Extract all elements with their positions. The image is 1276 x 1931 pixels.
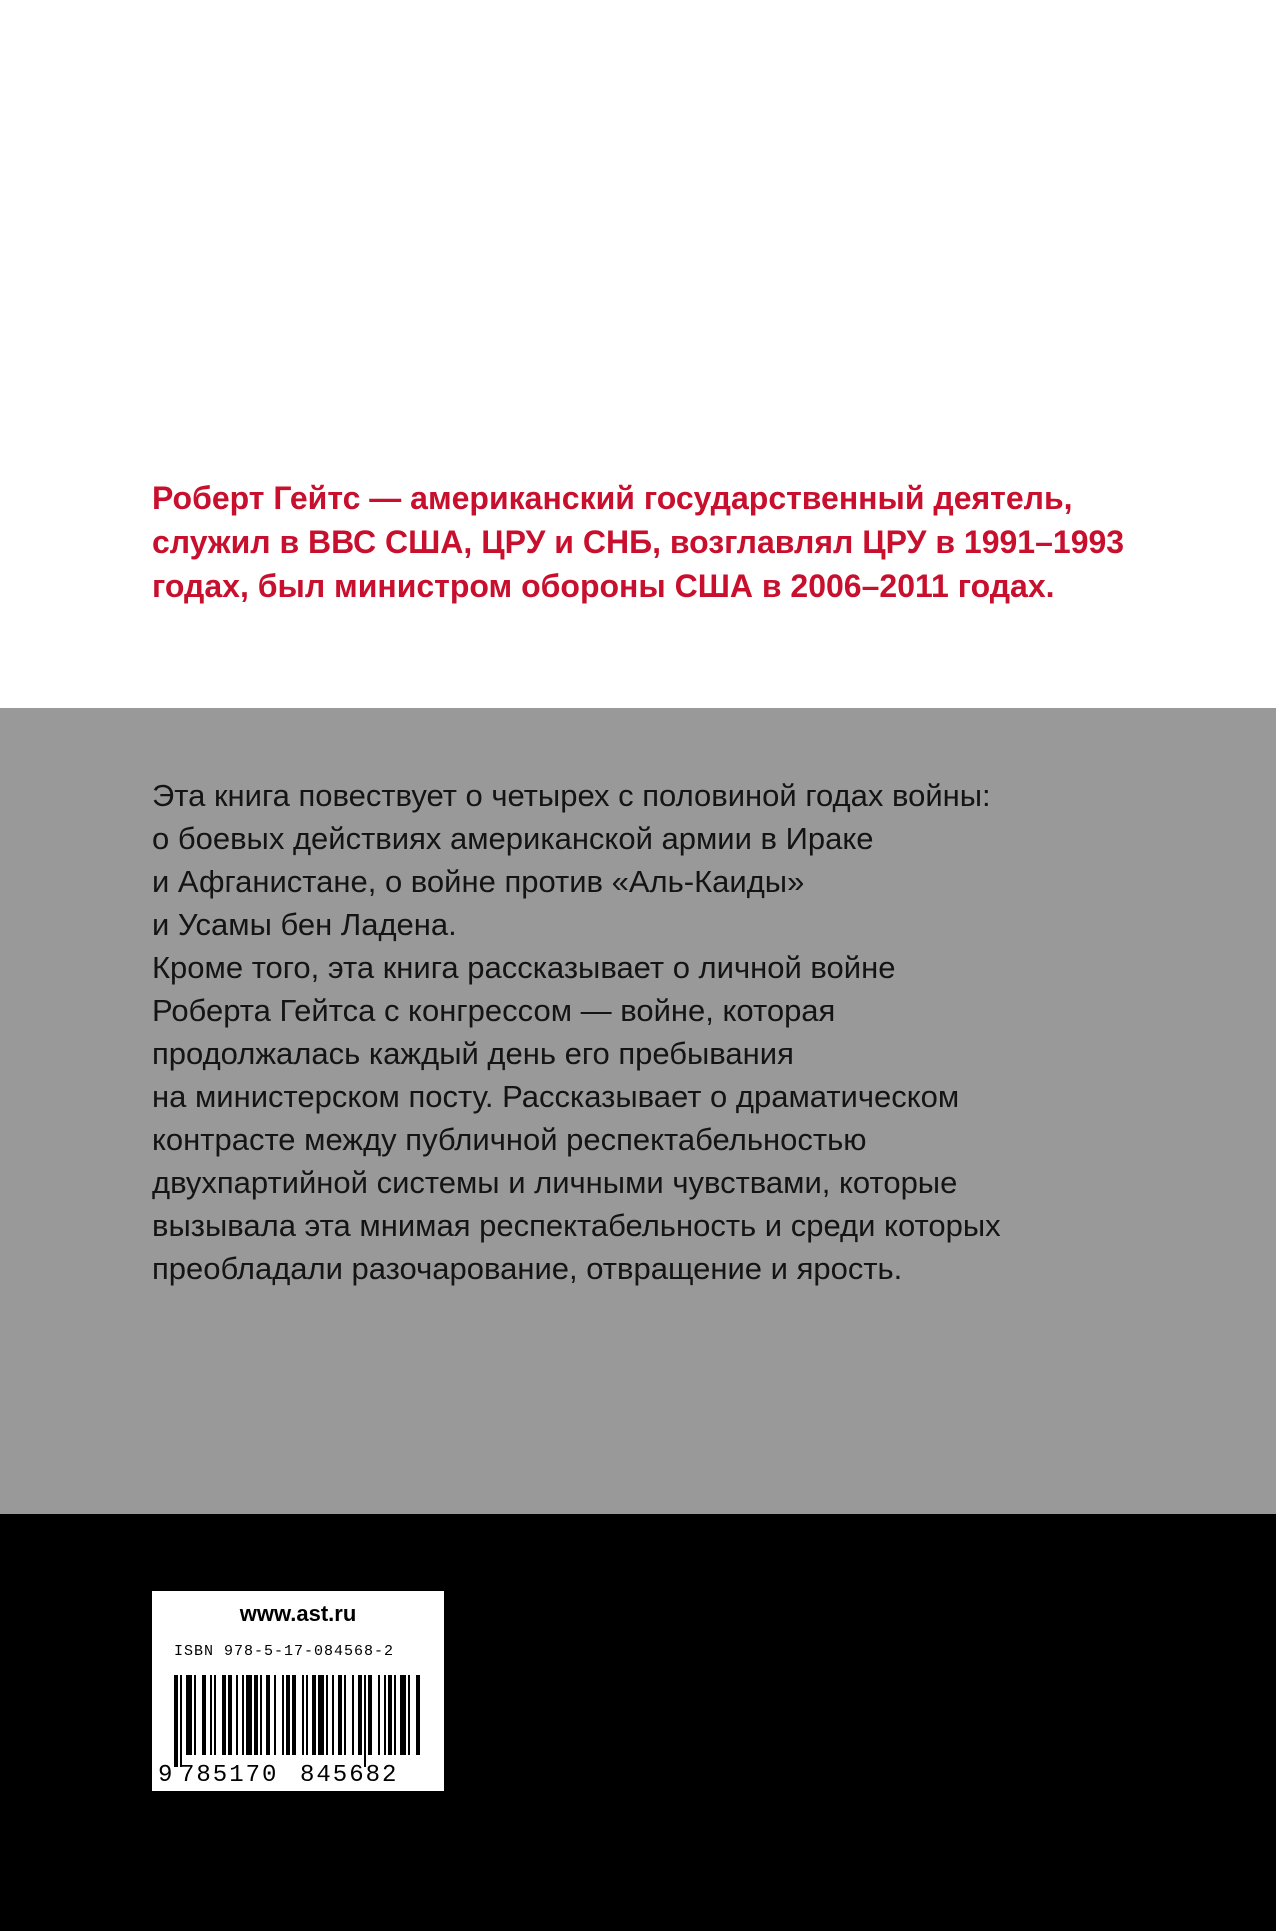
description-line: на министерском посту. Рассказывает о драматическом [152,1079,960,1114]
description-line: преобладали разочарование, отвращение и ярость. [152,1251,903,1286]
barcode-bar [202,1675,206,1755]
publisher-website: www.ast.ru [239,1601,357,1626]
top-white-section [0,0,1276,708]
barcode-bar [302,1675,304,1755]
author-bio-line: Роберт Гейтс — американский государственный деятель, [152,480,1073,516]
description-line: Кроме того, эта книга рассказывает о личной войне [152,950,896,985]
barcode-bar [408,1675,410,1755]
barcode-bar [222,1675,226,1755]
barcode-bar [236,1675,238,1755]
barcode-bar [400,1675,406,1755]
barcode-bar [344,1675,346,1755]
barcode-bar [286,1675,290,1755]
description-line: вызывала эта мнимая респектабельность и среди которых [152,1208,1001,1243]
barcode-bar [326,1675,328,1755]
barcode-bar [388,1675,392,1755]
barcode-digits-left: 785170 [180,1762,279,1789]
description-line: контрасте между публичной респектабельностью [152,1122,867,1157]
isbn-text: ISBN 978-5-17-084568-2 [174,1643,395,1660]
barcode-bar [210,1675,212,1755]
barcode-bar [384,1675,386,1755]
barcode-bar [174,1675,178,1767]
barcode-bar [368,1675,372,1755]
barcode-bar [242,1675,244,1755]
barcode-bar [266,1675,270,1755]
barcode-bar [364,1675,366,1767]
barcode-bar [186,1675,192,1755]
barcode-bar [260,1675,262,1755]
barcode-bar [332,1675,334,1755]
barcode-bar [394,1675,396,1755]
description-line: и Усамы бен Ладена. [152,907,457,942]
barcode-bar [228,1675,232,1755]
description-line: Роберта Гейтса с конгрессом — войне, которая [152,993,836,1028]
barcode-bar [306,1675,308,1755]
description-line: Эта книга повествует о четырех с половиной годах войны: [152,778,991,813]
barcode-bar [180,1675,182,1767]
description-line: продолжалась каждый день его пребывания [152,1036,794,1071]
barcode-bar [292,1675,296,1755]
barcode-bar [312,1675,316,1755]
barcode-bar [246,1675,252,1755]
author-bio-line: служил в ВВС США, ЦРУ и СНБ, возглавлял ЦРУ в 1991–1993 [152,524,1125,560]
barcode-bar [282,1675,284,1755]
barcode-label [152,1591,444,1791]
barcode-graphic [152,1591,444,1791]
barcode-bars [174,1675,420,1767]
barcode-bar [274,1675,276,1755]
barcode-bar [214,1675,216,1755]
barcode-bar [254,1675,258,1755]
barcode-bar [352,1675,354,1755]
barcode-bar [194,1675,196,1755]
author-bio [152,476,1232,608]
barcode-bar [378,1675,380,1755]
description-line: и Афганистане, о войне против «Аль-Каиды» [152,864,805,899]
barcode-bar [416,1675,420,1755]
barcode-digits-right: 845682 [300,1762,399,1789]
barcode-bar [338,1675,342,1755]
author-bio-line: годах, был министром обороны США в 2006–2011 годах. [152,568,1055,604]
barcode-digit-first: 9 [158,1762,173,1789]
barcode-bar [358,1675,362,1755]
description-line: о боевых действиях американской армии в Ираке [152,821,874,856]
book-description [152,774,1252,1290]
barcode-bar [318,1675,324,1755]
description-line: двухпартийной системы и личными чувствами, которые [152,1165,958,1200]
